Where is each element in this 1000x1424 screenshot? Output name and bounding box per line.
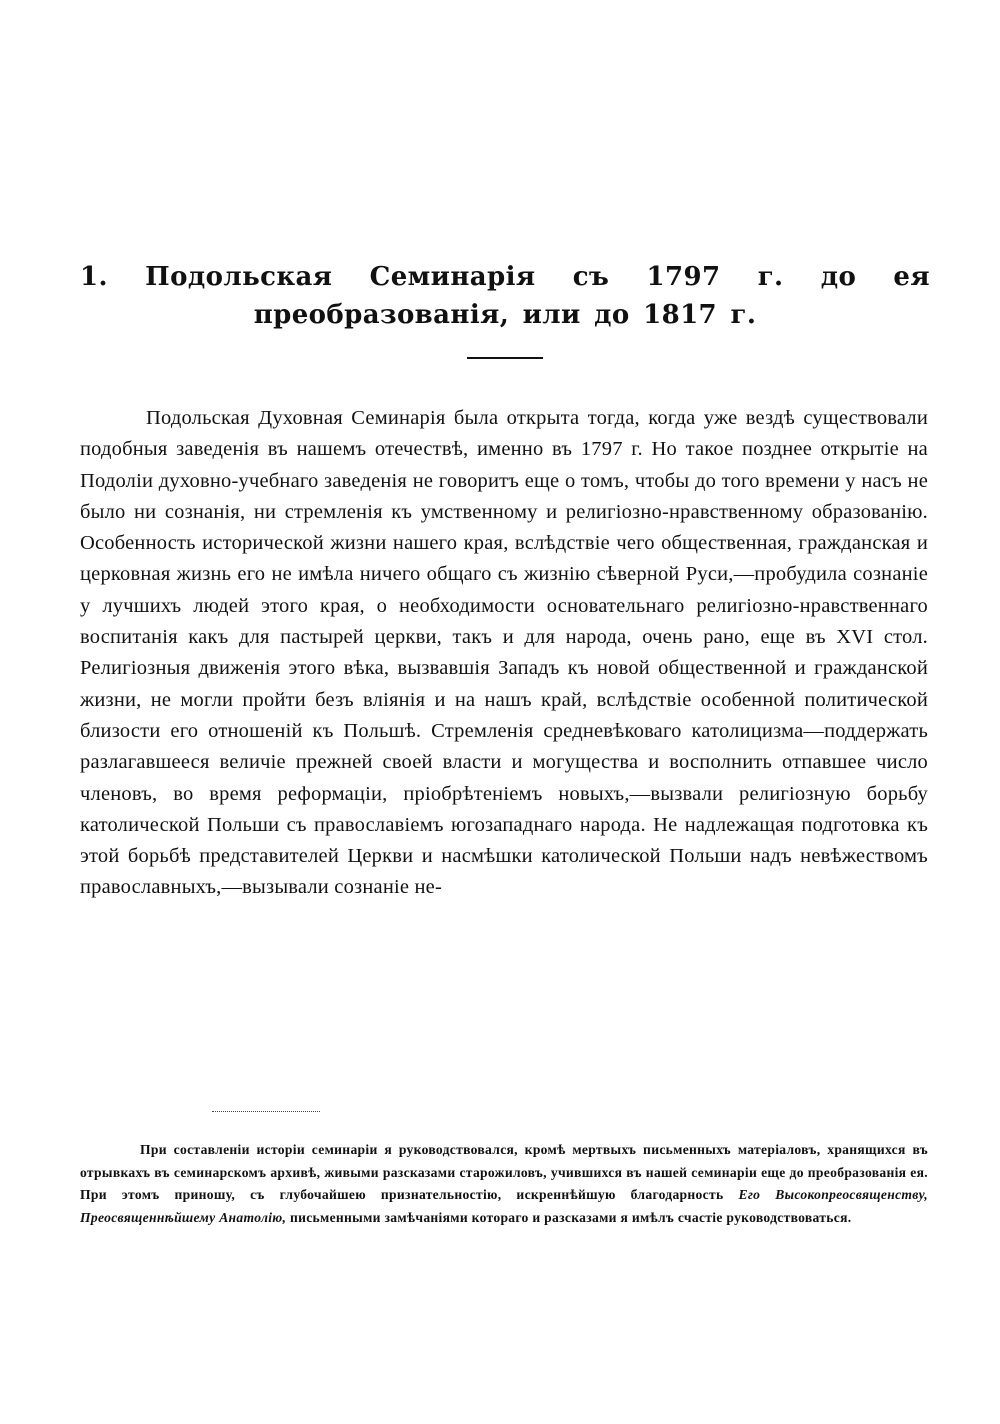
body-paragraph: Подольская Духовная Семинарія была открыта тогда, когда уже вездѣ существовали подобныя заведенія въ нашемъ отечествѣ, именно въ 1797 г. Но такое позднее открытіе на Подоліи духовно-учебнаго заведенія не говоритъ еще о томъ, чтобы до того времени у насъ не было ни сознанія, ни стремленія къ умственному и религіозно-нравственному образованію. Особенность исторической жизни нашего края, вслѣдствіе чего общественная, гражданская и церковная жизнь его не имѣла ничего общаго съ жизнію сѣверной Руси,—пробудила сознаніе у лучшихъ людей этого края, о необходимости основательнаго религіозно-нравственнаго воспитанія какъ для пастырей церкви, такъ и для народа, очень рано, еще въ XVI стол. Религіозныя движенія этого вѣка, вызвавшія Западъ къ новой общественной и гражданской жизни, не могли пройти безъ вліянія и на нашъ край, вслѣдствіе особенной политической близости его отношеній къ Польшѣ. Стремленія средневѣковаго католицизма—поддержать разлагавшееся величіе прежней своей власти и могущества и восполнить отпавшее число членовъ, во время реформаціи, пріобрѣтеніемъ новыхъ,—вызвали религіозную борьбу католической Польши съ православіемъ югозападнаго народа. Не надлежащая подготовка къ этой борьбѣ представителей Церкви и насмѣшки католической Польши надъ невѣжествомъ православныхъ,—вызывали сознаніе не-: [80, 407, 928, 899]
footnote-text-after: письменными замѣчаніями котораго и разсказами я имѣлъ счастіе руководствоваться.: [289, 1209, 852, 1225]
title-divider: [467, 357, 543, 359]
footnote-divider: [212, 1111, 320, 1112]
footnote: [80, 1139, 928, 1229]
footnote-addressee: Его Высокопреосвященству, Преосвященнѣйшему Анатолію,: [80, 1187, 929, 1225]
chapter-title: 1. Подольская Семинарія съ 1797 г. до ея преобразованія, или до 1817 г.: [80, 262, 930, 330]
footnote-text-before: При составленіи исторіи семинаріи я руководствовался, кромѣ мертвыхъ письменныхъ матеріаловъ, хранящихся въ отрывкахъ въ семинарскомъ архивѣ, живыми разсказами старожиловъ, учившихся въ нашей семинаріи еще до преобразованія ея. При этомъ приношу, съ глубочайшею признательностію, искреннѣйшую благодарность: [80, 1142, 928, 1202]
